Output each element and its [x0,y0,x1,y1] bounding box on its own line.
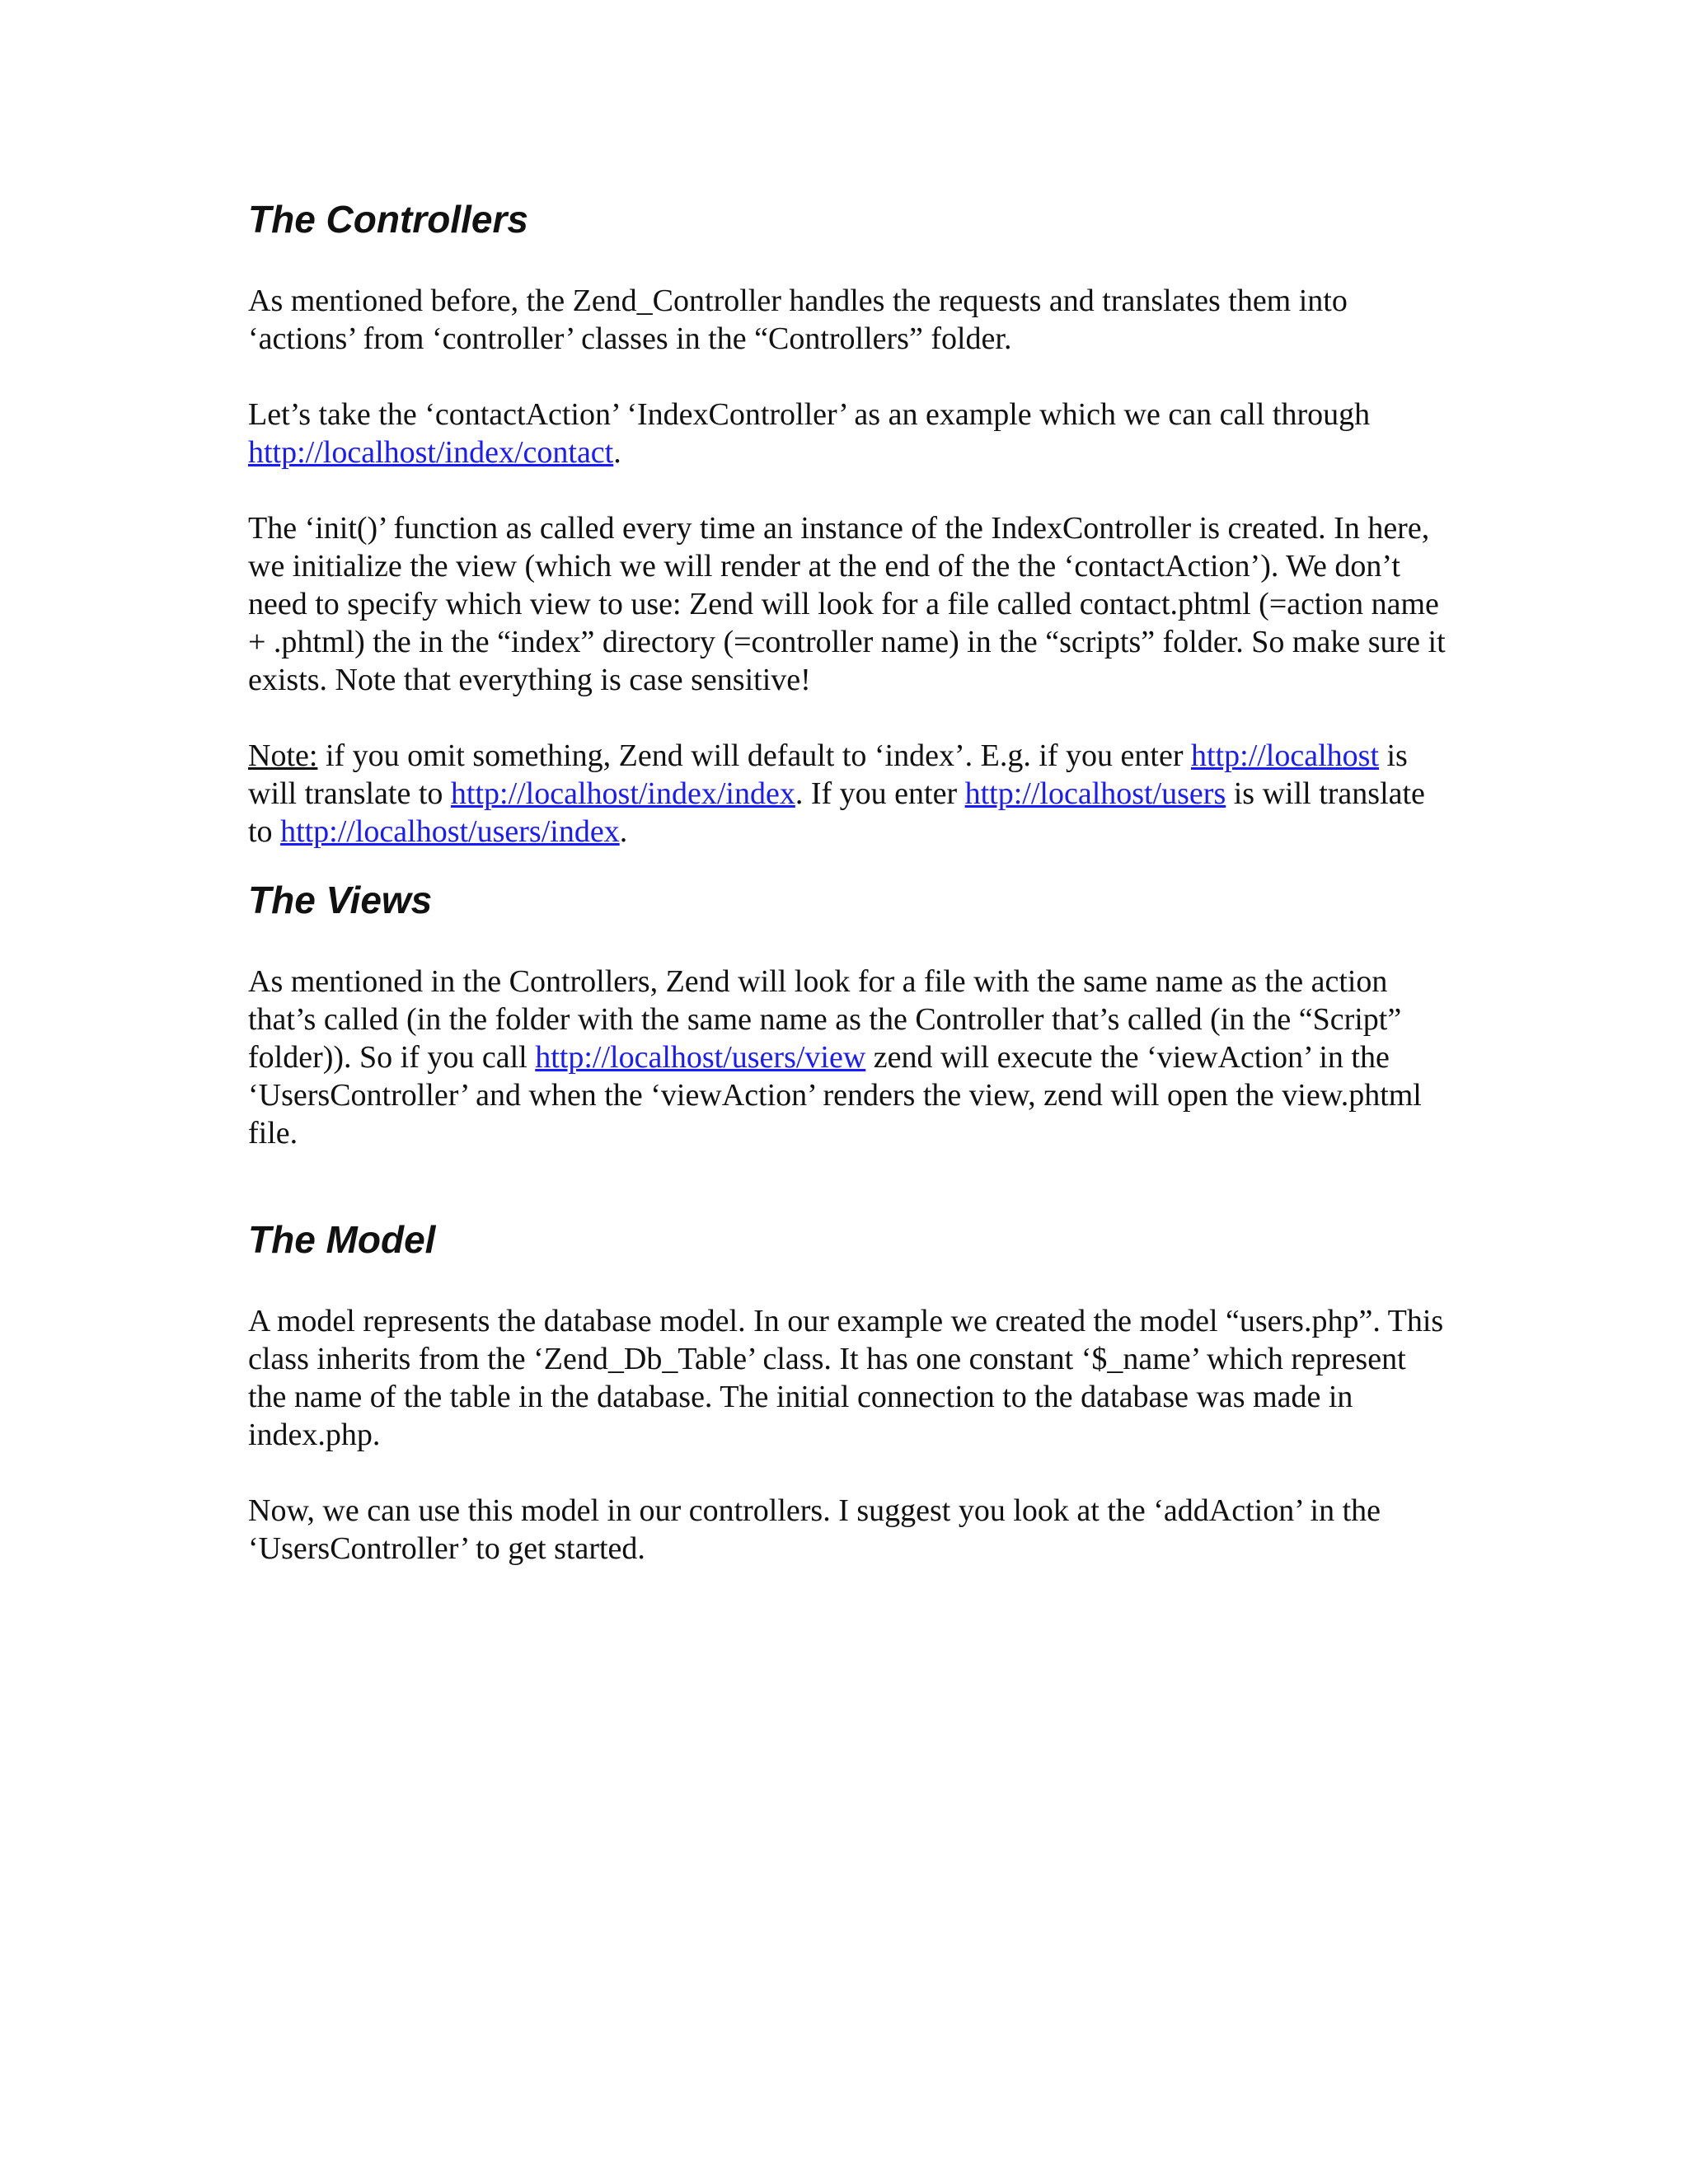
controllers-paragraph-2-end: . [613,435,621,470]
section-heading-model: The Model [248,1218,436,1261]
link-index-index[interactable]: http://localhost/index/index [450,776,795,811]
section-heading-controllers: The Controllers [248,198,528,241]
note-text-3: . If you enter [795,776,965,811]
note-text-1: if you omit something, Zend will default to ‘index’. E.g. if you enter [317,738,1192,773]
note-text-4: is will translate to [248,776,1425,849]
views-paragraph-1 [248,963,1451,1152]
link-users-view[interactable]: http://localhost/users/view [535,1040,866,1075]
link-users[interactable]: http://localhost/users [964,776,1226,811]
link-index-contact[interactable]: http://localhost/index/contact [248,435,614,470]
link-users-index[interactable]: http://localhost/users/index [280,814,620,849]
controllers-paragraph-2 [248,396,1451,471]
document-body [248,194,1451,1568]
section-heading-views: The Views [248,879,433,921]
controllers-paragraph-2-text: Let’s take the ‘contactAction’ ‘IndexController’ as an example which we can call through [248,397,1371,432]
controllers-note [248,737,1451,851]
controllers-paragraph-1: As mentioned before, the Zend_Controller handles the requests and translates them into ‘actions’ from ‘controller’ classes in the “Controllers” folder. [248,284,1348,356]
note-label: Note: [248,738,318,773]
views-paragraph-text-1: As mentioned in the Controllers, Zend will look for a file with the same name as the action that’s called (in the folder with the same name as the Controller that’s called (in the “Script” folder)). So if you call [248,964,1402,1075]
note-end: . [619,814,628,849]
link-localhost[interactable]: http://localhost [1191,738,1379,773]
views-paragraph-text-2: zend will execute the ‘viewAction’ in the ‘UsersController’ and when the ‘viewAction’ renders the view, zend will open the view.phtml file. [248,1040,1422,1151]
note-text-2: is will translate to [248,738,1408,811]
model-paragraph-2: Now, we can use this model in our controllers. I suggest you look at the ‘addAction’ in the ‘UsersController’ to get started. [248,1493,1381,1566]
controllers-paragraph-3: The ‘init()’ function as called every time an instance of the IndexController is created. In here, we initialize the view (which we will render at the end of the the ‘contactAction’). We don’t need to specify which view to use: Zend will look for a file called contact.phtml (=action name + .phtml) the in the “index” directory (=controller name) in the “scripts” folder. So make sure it exists. Note that everything is case sensitive! [248,511,1446,697]
model-paragraph-1: A model represents the database model. In our example we created the model “users.php”. This class inherits from the ‘Zend_Db_Table’ class. It has one constant ‘$_name’ which represent the name of the table in the database. The initial connection to the database was made in index.php. [248,1304,1444,1452]
